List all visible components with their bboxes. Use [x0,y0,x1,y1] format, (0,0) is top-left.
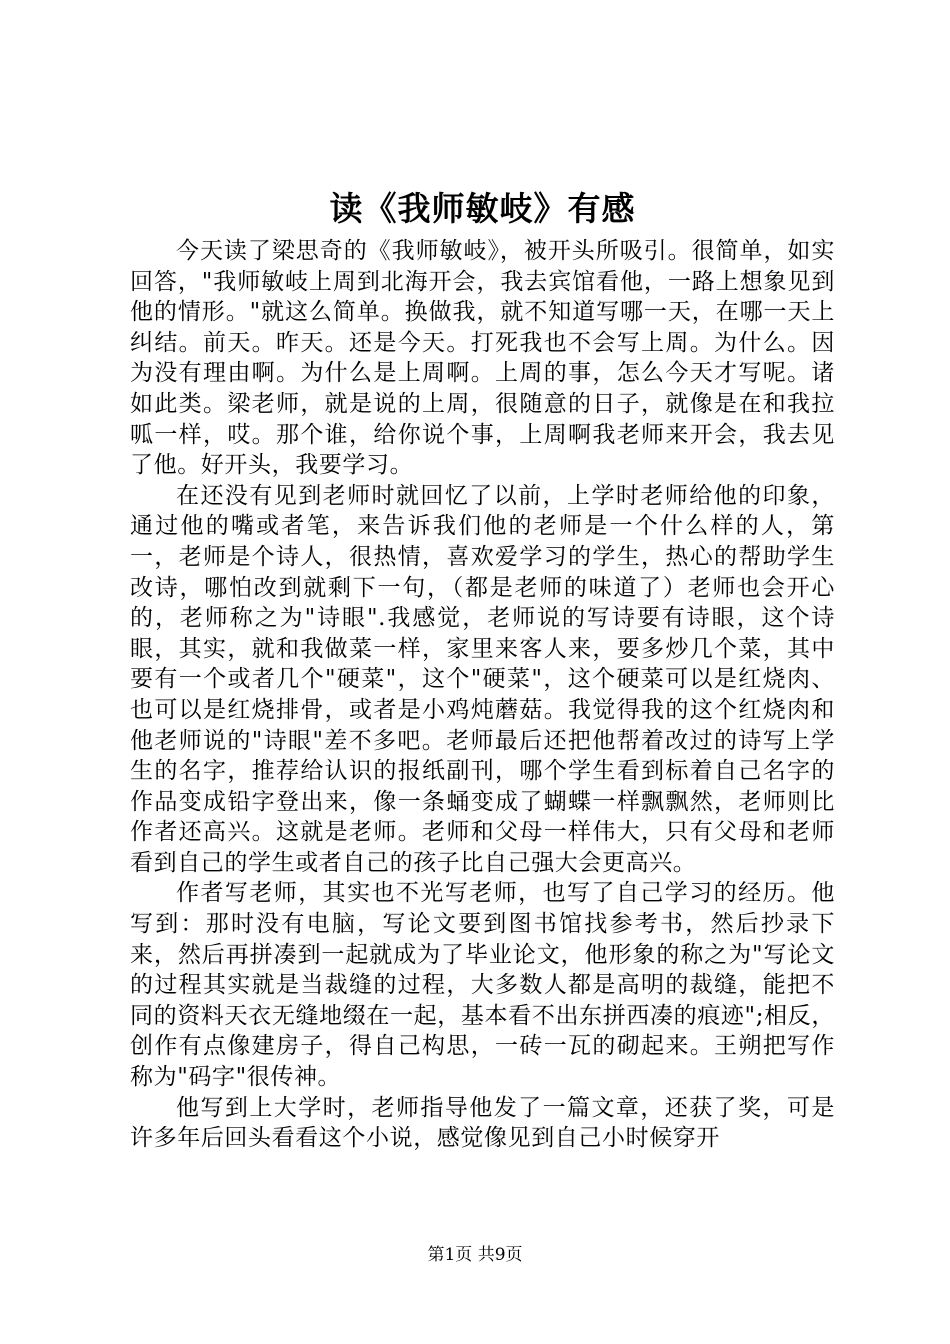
paragraph-3: 作者写老师，其实也不光写老师，也写了自己学习的经历。他写到：那时没有电脑，写论文要到图书馆找参考书，然后抄录下来，然后再拼凑到一起就成为了毕业论文，他形象的称之为"写论文的过程其实就是当裁缝的过程，大多数人都是高明的裁缝，能把不同的资料天衣无缝地缀在一起，基本看不出东拼西凑的痕迹";相反，创作有点像建房子，得自己构思，一砖一瓦的砌起来。王朔把写作称为"码字"很传神。 [130,880,835,1091]
page-number-footer: 第1页 共9页 [427,1245,523,1265]
paragraph-1: 今天读了梁思奇的《我师敏岐》，被开头所吸引。很简单，如实回答，"我师敏岐上周到北海开会，我去宾馆看他，一路上想象见到他的情形。"就这么简单。换做我，就不知道写哪一天，在哪一天上纠结。前天。昨天。还是今天。打死我也不会写上周。为什么。因为没有理由啊。为什么是上周啊。上周的事，怎么今天才写呢。诸如此类。梁老师，就是说的上周，很随意的日子，就像是在和我拉呱一样，哎。那个谁，给你说个事，上周啊我老师来开会，我去见了他。好开头，我要学习。 [130,238,835,479]
document-title: 读《我师敏岐》有感 [329,189,636,228]
document-page [130,0,835,1344]
paragraph-2: 在还没有见到老师时就回忆了以前，上学时老师给他的印象，通过他的嘴或者笔，来告诉我们他的老师是一个什么样的人，第一，老师是个诗人，很热情，喜欢爱学习的学生，热心的帮助学生改诗，哪怕改到就剩下一句，（都是老师的味道了）老师也会开心的，老师称之为"诗眼".我感觉，老师说的写诗要有诗眼，这个诗眼，其实，就和我做菜一样，家里来客人来，要多炒几个菜，其中要有一个或者几个"硬菜"，这个"硬菜"，这个硬菜可以是红烧肉、也可以是红烧排骨，或者是小鸡炖蘑菇。我觉得我的这个红烧肉和他老师说的"诗眼"差不多吧。老师最后还把他帮着改过的诗写上学生的名字，推荐给认识的报纸副刊，哪个学生看到标着自己名字的作品变成铅字登出来，像一条蛹变成了蝴蝶一样飘飘然，老师则比作者还高兴。这就是老师。老师和父母一样伟大，只有父母和老师看到自己的学生或者自己的孩子比自己强大会更高兴。 [130,482,835,876]
paragraph-4: 他写到上大学时，老师指导他发了一篇文章，还获了奖，可是许多年后回头看看这个小说，感觉像见到自己小时候穿开 [130,1094,835,1152]
document-body [130,236,835,1154]
